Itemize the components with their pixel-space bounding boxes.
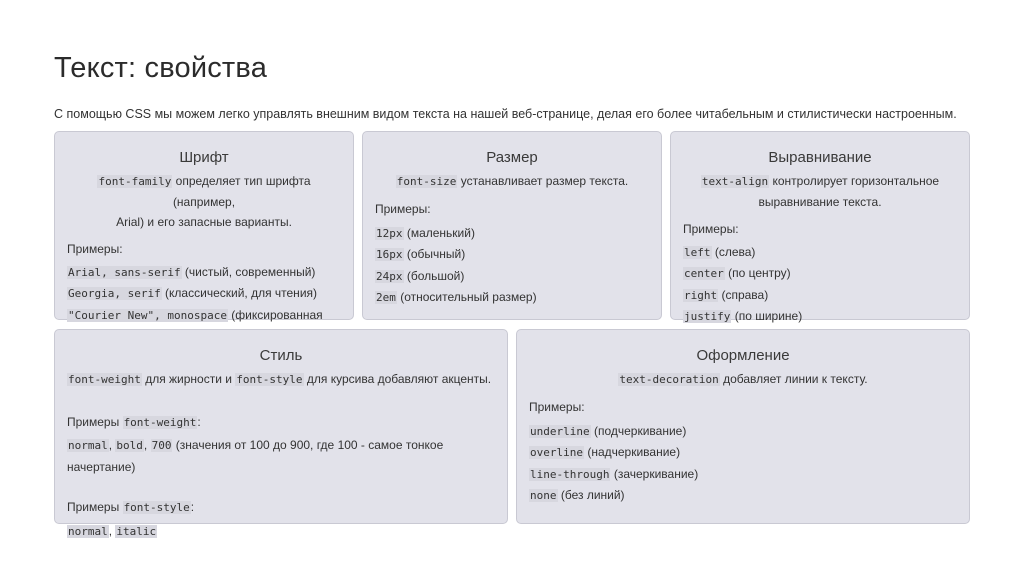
description-text: выравнивание текста. <box>758 195 882 209</box>
list-item <box>375 266 649 288</box>
separator: , <box>143 438 151 452</box>
code-snippet: 700 <box>151 439 172 452</box>
code-snippet: none <box>530 489 557 502</box>
description-text: Arial) и его запасные варианты. <box>116 215 292 229</box>
description-text: для жирности и <box>141 372 236 386</box>
code-snippet: text-align <box>701 175 769 188</box>
list-item <box>683 242 957 264</box>
card-description <box>375 171 649 192</box>
list-item <box>67 283 341 305</box>
code-snippet: font-style <box>236 373 303 386</box>
example-note: (обычный) <box>403 247 466 261</box>
example-note: (без линий) <box>557 488 625 502</box>
card-description <box>67 171 341 232</box>
card-size <box>362 131 662 320</box>
code-snippet: underline <box>530 424 590 438</box>
list-item <box>529 485 957 507</box>
code-snippet: font-weight <box>68 373 141 386</box>
description-text: контролирует горизонтальное <box>769 174 940 188</box>
list-item <box>683 263 957 285</box>
list-item <box>67 262 341 284</box>
list-item <box>375 223 649 245</box>
code-snippet: 24px <box>376 269 403 283</box>
list-item <box>529 442 957 464</box>
card-alignment <box>670 131 970 323</box>
list-item <box>529 421 957 443</box>
code-snippet: normal <box>68 524 108 538</box>
code-snippet: overline <box>530 446 583 459</box>
description-text: устанавливает размер текста. <box>457 174 629 188</box>
example-note: (классический, для чтения) <box>161 286 318 300</box>
card-font <box>54 131 354 320</box>
card-title: Оформление <box>696 347 790 364</box>
code-snippet: Georgia, serif <box>68 287 161 300</box>
example-note: (значения от 100 до 900, где 100 - самое тонкое начертание) <box>67 438 444 474</box>
examples-label <box>67 412 495 434</box>
example-note: (справа) <box>718 287 769 302</box>
examples-label <box>67 497 495 519</box>
code-snippet: normal <box>68 439 108 452</box>
label-text: Примеры <box>67 414 123 429</box>
description-text: добавляет линии к тексту. <box>719 372 868 386</box>
example-note: (большой) <box>403 268 465 283</box>
description-text: для курсива добавляют акценты. <box>303 372 492 386</box>
card-description <box>67 369 495 391</box>
code-snippet: font-size <box>396 175 457 188</box>
example-note: (чистый, современный) <box>181 264 316 279</box>
label-colon: : <box>190 500 195 514</box>
code-snippet: "Courier New", monospace <box>68 308 227 322</box>
example-note: (маленький) <box>403 225 475 240</box>
example-note: (надчеркивание) <box>583 445 681 459</box>
list-item <box>375 244 649 266</box>
code-snippet: font-style <box>123 501 190 514</box>
label-colon: : <box>197 414 201 429</box>
example-note: (слева) <box>711 244 756 259</box>
code-snippet: right <box>684 288 718 302</box>
code-snippet: 2em <box>376 291 396 304</box>
examples-label: Примеры: <box>375 202 431 216</box>
code-snippet: bold <box>116 439 143 452</box>
code-snippet: font-weight <box>123 415 197 429</box>
example-note: (по центру) <box>724 266 791 280</box>
list-item <box>683 285 957 307</box>
code-snippet: font-family <box>98 175 172 188</box>
code-snippet: center <box>684 267 724 280</box>
example-note: (зачеркивание) <box>610 466 699 481</box>
examples-label: Примеры: <box>529 400 585 414</box>
card-title: Размер <box>486 149 538 166</box>
examples-label: Примеры: <box>683 222 739 236</box>
card-style <box>54 329 508 538</box>
code-snippet: left <box>684 245 711 259</box>
description-text: определяет тип шрифта (например, <box>172 174 311 209</box>
page-title: Текст: свойства <box>54 52 268 84</box>
card-description <box>529 369 957 390</box>
code-snippet: Arial, sans-serif <box>68 265 181 279</box>
list-item <box>67 435 495 477</box>
card-title: Выравнивание <box>768 149 872 166</box>
example-note: (фиксированная <box>231 307 323 322</box>
intro-text: С помощью CSS мы можем легко управлять внешним видом текста на нашей веб-странице, делая его более читабельным и стилистически настроенным. <box>54 107 957 121</box>
example-note: (по ширине) <box>731 309 803 323</box>
code-snippet: italic <box>116 524 157 538</box>
card-description <box>683 171 957 212</box>
separator: , <box>108 523 116 538</box>
examples-label: Примеры: <box>67 242 123 256</box>
list-item <box>529 464 957 486</box>
code-snippet: 16px <box>376 248 403 261</box>
card-title: Стиль <box>259 347 303 364</box>
code-snippet: line-through <box>530 467 610 481</box>
label-text: Примеры <box>67 500 123 514</box>
example-note: (относительный размер) <box>396 290 537 304</box>
card-decoration <box>516 329 970 524</box>
list-item <box>375 287 649 309</box>
code-snippet: 12px <box>376 226 403 240</box>
example-note: (подчеркивание) <box>590 423 687 438</box>
code-snippet: justify <box>684 310 731 323</box>
card-title: Шрифт <box>179 149 229 166</box>
list-item <box>683 306 957 328</box>
code-snippet: text-decoration <box>619 373 719 386</box>
separator: , <box>108 438 116 452</box>
list-item <box>67 521 495 543</box>
